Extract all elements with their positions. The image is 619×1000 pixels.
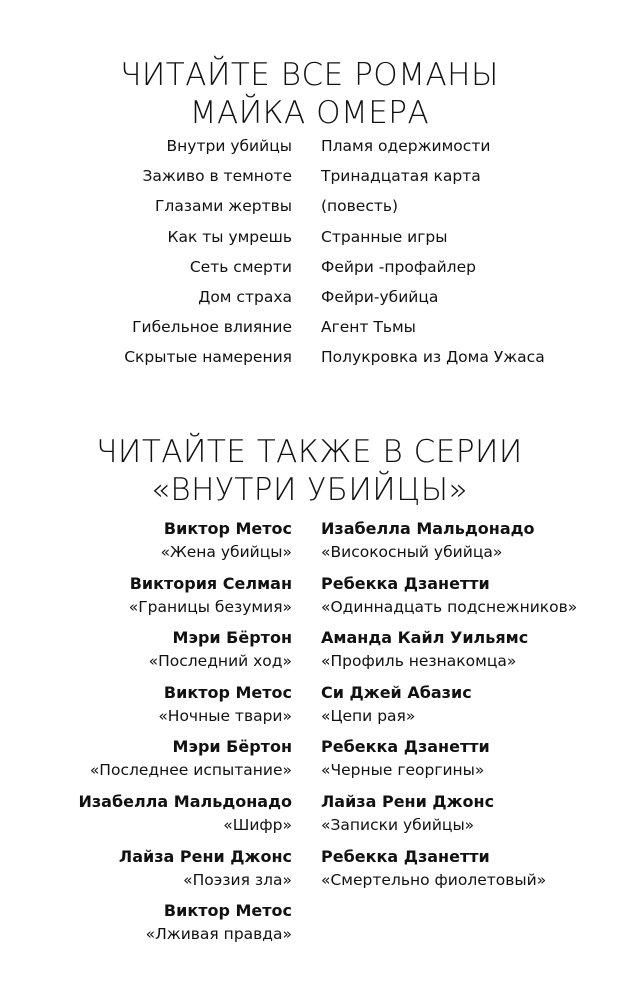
author-name: Изабелла Мальдонадо — [78, 791, 292, 811]
author-name: Мэри Бёртон — [172, 737, 292, 757]
series-entry — [321, 844, 577, 891]
novels-right-column — [321, 131, 545, 373]
novel-title: Глазами жертвы — [154, 197, 292, 216]
novels-left-column — [124, 131, 292, 373]
series-entry — [78, 898, 292, 945]
author-name: Ребекка Дзанетти — [321, 846, 490, 866]
author-name: Виктор Метос — [163, 519, 292, 538]
novel-title: Заживо в темноте — [142, 167, 292, 186]
series-entry — [78, 734, 292, 781]
book-title: «Лживая правда» — [145, 925, 292, 944]
author-name: Виктор Метос — [163, 901, 292, 921]
novel-title: Как ты умрешь — [167, 227, 292, 246]
book-title: «Шифр» — [223, 815, 292, 834]
author-name: Си Джей Абазис — [321, 682, 472, 702]
series-entry — [78, 789, 292, 836]
series-heading-line1: ЧИТАЙТЕ ТАКЖЕ В СЕРИИ — [96, 434, 523, 470]
book-title: «Одиннадцать подснежников» — [321, 597, 578, 616]
novel-title: Дом страха — [198, 287, 292, 306]
novel-title: Агент Тьмы — [321, 318, 416, 337]
author-name: Мэри Бёртон — [172, 628, 292, 648]
series-entry — [321, 734, 577, 781]
series-entry — [78, 516, 292, 563]
author-name: Виктор Метос — [163, 682, 292, 702]
series-entry — [78, 625, 292, 672]
series-entry — [321, 625, 577, 672]
novel-title: Сеть смерти — [189, 257, 292, 276]
book-title: «Смертельно фиолетовый» — [321, 870, 547, 889]
novel-title: Тринадцатая карта — [321, 167, 481, 186]
series-entry — [78, 680, 292, 727]
author-name: Виктория Селман — [129, 573, 292, 593]
novel-title: Пламя одержимости — [321, 137, 491, 155]
book-title: «Последний ход» — [148, 652, 292, 671]
author-name: Ребекка Дзанетти — [321, 737, 490, 757]
series-entry — [321, 680, 577, 727]
series-entry — [78, 571, 292, 618]
book-title: «Поэзия зла» — [183, 870, 292, 889]
novels-heading-line1: ЧИТАЙТЕ ВСЕ РОМАНЫ — [120, 57, 499, 93]
book-title: «Жена убийцы» — [160, 543, 292, 561]
author-name: Ребекка Дзанетти — [321, 573, 490, 593]
book-title: «Високосный убийца» — [321, 543, 503, 561]
book-title: «Последнее испытание» — [89, 761, 292, 780]
book-title: «Записки убийцы» — [321, 815, 475, 834]
author-name: Аманда Кайл Уильямс — [321, 628, 529, 648]
novels-heading-line2: МАЙКА ОМЕРА — [189, 95, 430, 131]
series-left-column — [78, 516, 292, 953]
book-title: «Границы безумия» — [128, 597, 292, 616]
series-entry — [321, 789, 577, 836]
series-entry — [78, 844, 292, 891]
novel-title: Странные игры — [321, 227, 448, 246]
series-entry — [321, 571, 577, 618]
author-name: Лайза Рени Джонс — [118, 846, 292, 866]
novel-title: Гибельное влияние — [132, 318, 292, 337]
novel-title: (повесть) — [321, 197, 399, 216]
series-heading-line2: «ВНУТРИ УБИЙЦЫ» — [150, 472, 469, 508]
novel-title: Фейри -профайлер — [321, 257, 476, 276]
author-name: Лайза Рени Джонс — [321, 791, 495, 811]
series-entry — [321, 516, 577, 563]
author-name: Изабелла Мальдонадо — [321, 519, 535, 538]
series-heading — [0, 433, 619, 509]
book-title: «Черные георгины» — [321, 761, 485, 780]
book-title: «Ночные твари» — [158, 706, 292, 725]
novel-title: Полукровка из Дома Ужаса — [321, 348, 545, 367]
novel-title: Фейри-убийца — [321, 287, 439, 306]
novels-heading — [0, 56, 619, 132]
novel-title: Скрытые намерения — [124, 348, 292, 367]
series-right-column — [321, 516, 577, 898]
book-title: «Цепи рая» — [321, 706, 416, 725]
book-title: «Профиль незнакомца» — [321, 652, 517, 671]
novel-title: Внутри убийцы — [166, 137, 292, 155]
